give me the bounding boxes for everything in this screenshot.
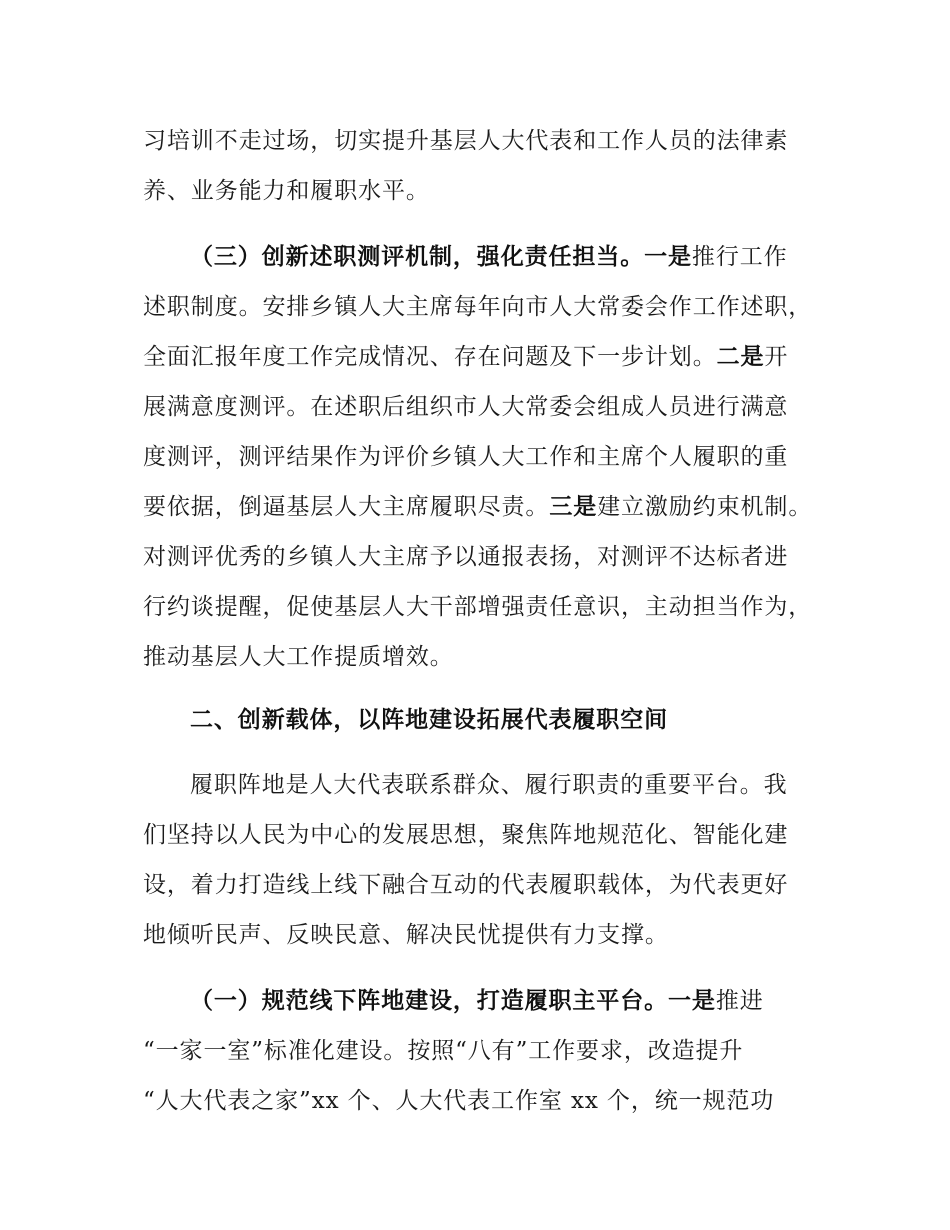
paragraph-line: 设，着力打造线上线下融合互动的代表履职载体，为代表更好 (143, 872, 789, 898)
paragraph-line (143, 337, 823, 377)
paragraph-line: “人大代表之家”xx 个、人大代表工作室 xx 个，统一规范功 (143, 1088, 775, 1114)
paragraph-line: 地倾听民声、反映民意、解决民忧提供有力支撑。 (143, 922, 669, 948)
paragraph-line: 展满意度测评。在述职后组织市人大常委会组成人员进行满意 (143, 394, 789, 420)
paragraph-line: “一家一室”标准化建设。按照“八有”工作要求，改造提升 (143, 1038, 744, 1064)
emphasis-marker: 一是 (668, 988, 716, 1014)
paragraph-text: 要依据，倒逼基层人大主席履职尽责。 (143, 494, 550, 520)
paragraph-line: 行约谈提醒，促使基层人大干部增强责任意识，主动担当作为， (143, 594, 813, 620)
paragraph-line: 习培训不走过场，切实提升基层人大代表和工作人员的法律素 (143, 128, 789, 154)
subsection-heading: （三）创新述职测评机制，强化责任担当。 (190, 244, 645, 270)
emphasis-marker: 二是 (716, 344, 765, 370)
paragraph-line (143, 487, 823, 527)
paragraph-line: 对测评优秀的乡镇人大主席予以通报表扬，对测评不达标者进 (143, 544, 789, 570)
paragraph-text: 推行工作 (691, 244, 788, 270)
paragraph-line: 度测评，测评结果作为评价乡镇人大工作和主席个人履职的重 (143, 444, 789, 470)
paragraph-line: 述职制度。安排乡镇人大主席每年向市人大常委会作工作述职， (143, 294, 813, 320)
emphasis-marker: 一是 (644, 244, 692, 270)
section-heading: 二、创新载体，以阵地建设拓展代表履职空间 (190, 707, 668, 733)
paragraph-line: 推动基层人大工作提质增效。 (143, 644, 454, 670)
paragraph-line: 履职阵地是人大代表联系群众、履行职责的重要平台。我 (190, 772, 788, 798)
paragraph-text: 开 (764, 344, 789, 370)
paragraph-line (190, 981, 823, 1021)
paragraph-text: 推进 (715, 988, 764, 1014)
paragraph-text: 建立激励约束机制。 (597, 494, 813, 520)
paragraph-text: 全面汇报年度工作完成情况、存在问题及下一步计划。 (143, 344, 717, 370)
paragraph-line (190, 237, 823, 277)
subsection-heading: （一）规范线下阵地建设，打造履职主平台。 (190, 988, 668, 1014)
paragraph-line: 养、业务能力和履职水平。 (143, 178, 430, 204)
paragraph-line: 们坚持以人民为中心的发展思想，聚焦阵地规范化、智能化建 (143, 822, 789, 848)
emphasis-marker: 三是 (549, 494, 598, 520)
